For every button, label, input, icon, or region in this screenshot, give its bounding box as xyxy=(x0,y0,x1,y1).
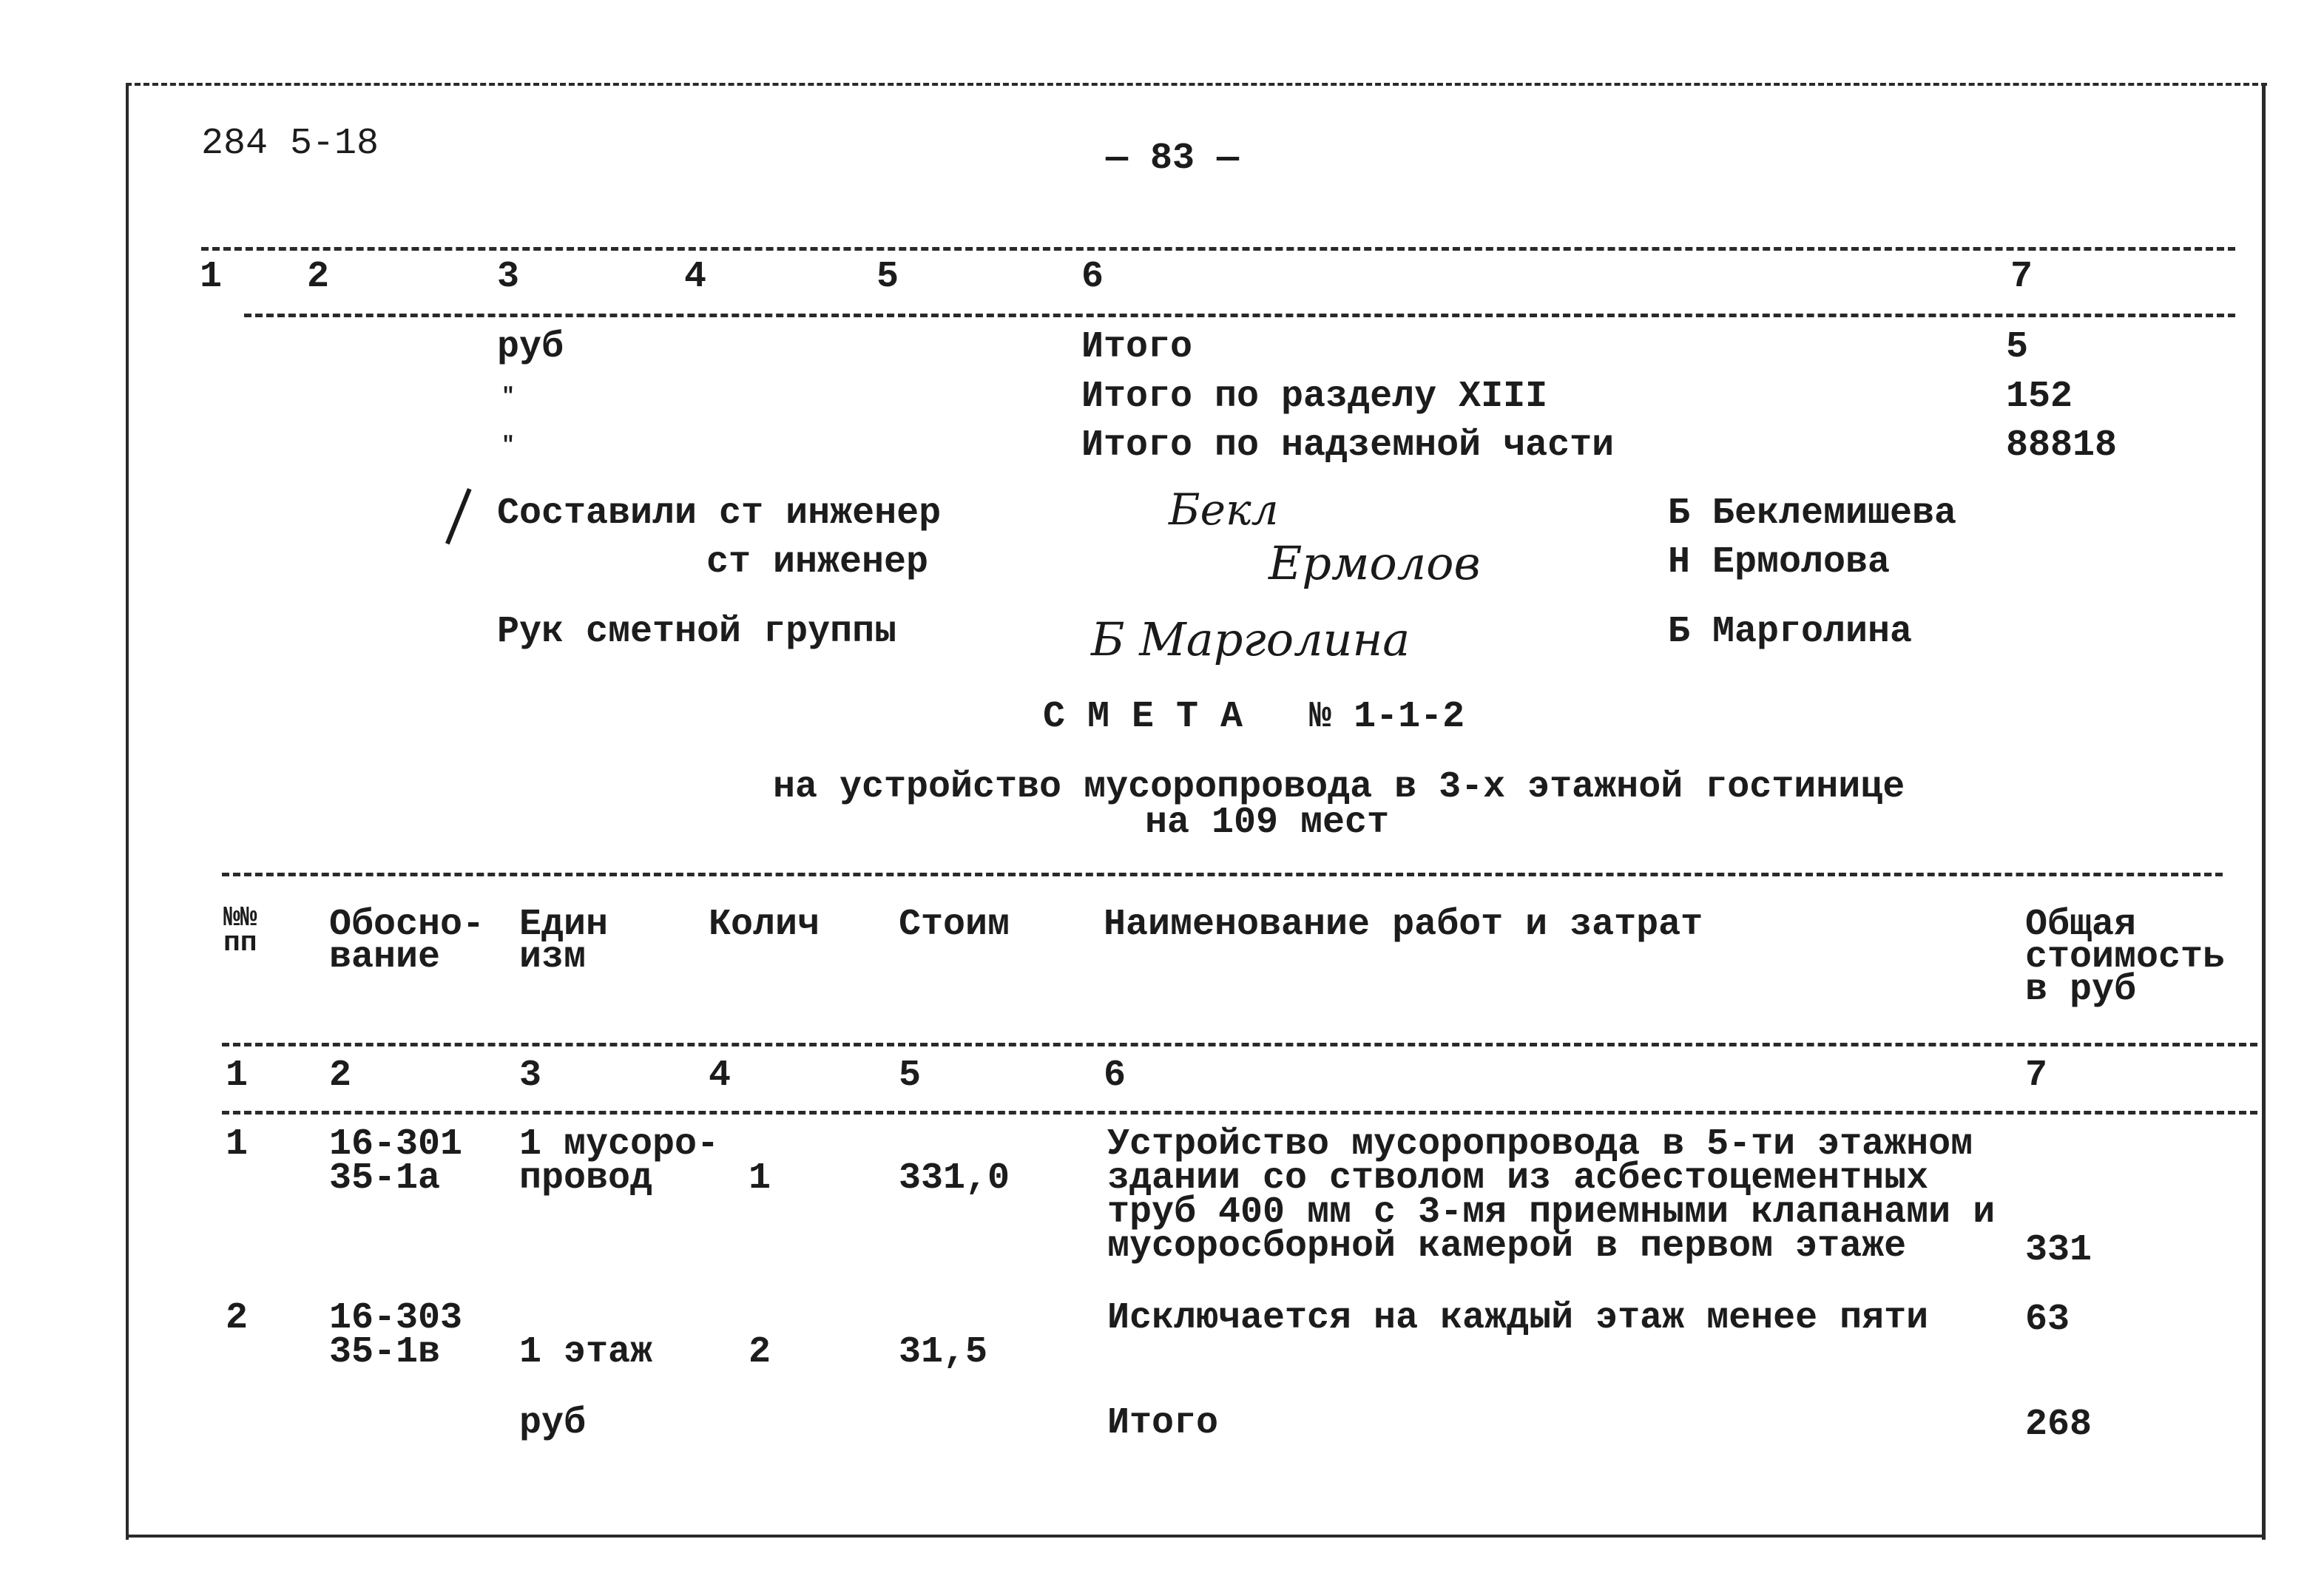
row-work-name: мусоросборной камерой в первом этаже xyxy=(1107,1225,1907,1268)
main-table-rule-header xyxy=(222,1043,2257,1046)
header-unit: Един xyxy=(519,904,609,946)
top-col-number-7: 7 xyxy=(2010,256,2033,298)
row-basis: 16-303 xyxy=(329,1297,463,1339)
signature-ermolova: Ермолов xyxy=(1269,536,1481,590)
signature-beklemisheva: Бекл xyxy=(1169,484,1279,535)
doc-code: 284 5-18 xyxy=(201,123,379,165)
signer-name: Б Беклемишева xyxy=(1668,493,1957,535)
estimate-subtitle-line2: на 109 мест xyxy=(1145,802,1390,844)
frame-left-border xyxy=(126,83,129,1540)
signer-name: Б Марголина xyxy=(1668,611,1913,653)
frame-right-border xyxy=(2262,83,2266,1540)
row-basis: 35-1в xyxy=(329,1331,441,1373)
signer-name: Н Ермолова xyxy=(1668,541,1891,584)
top-row-name: Итого по разделу XIII xyxy=(1081,376,1548,418)
row-total: 331 xyxy=(2025,1229,2092,1271)
row-unit: 1 мусоро- xyxy=(519,1123,720,1166)
estimate-title: С М Е Т А № 1-1-2 xyxy=(1043,696,1465,738)
row-quantity: 1 xyxy=(749,1157,771,1200)
top-col-number-4: 4 xyxy=(684,256,707,298)
frame-bottom-border xyxy=(126,1535,2266,1538)
top-row-unit: " xyxy=(501,385,516,410)
main-col-number-7: 7 xyxy=(2025,1055,2048,1097)
main-col-number-2: 2 xyxy=(329,1055,352,1097)
compiled-by-label: Составили ст инженер xyxy=(497,493,942,535)
top-table-rule-upper xyxy=(201,247,2235,251)
footer-total: 268 xyxy=(2025,1404,2092,1446)
row-number: 1 xyxy=(226,1123,249,1166)
header-basis: Обосно- xyxy=(329,904,485,946)
top-col-number-3: 3 xyxy=(497,256,520,298)
margin-slash-mark xyxy=(445,488,472,544)
header-basis: вание xyxy=(329,936,441,978)
main-col-number-4: 4 xyxy=(709,1055,732,1097)
header-number: №№ xyxy=(223,902,257,934)
header-quantity: Колич xyxy=(709,904,820,946)
row-unit: провод xyxy=(519,1157,653,1200)
main-col-number-3: 3 xyxy=(519,1055,542,1097)
header-total-cost: в руб xyxy=(2025,969,2137,1011)
top-row-total: 5 xyxy=(2006,326,2029,368)
header-total-cost: Общая xyxy=(2025,904,2137,946)
row-basis: 35-1а xyxy=(329,1157,441,1200)
top-col-number-2: 2 xyxy=(307,256,330,298)
main-table-rule-top xyxy=(222,873,2223,876)
frame-top-border xyxy=(126,83,2267,86)
top-row-name: Итого по надземной части xyxy=(1081,425,1615,467)
top-row-unit: руб xyxy=(497,326,564,368)
top-col-number-6: 6 xyxy=(1081,256,1104,298)
header-number: пп xyxy=(223,927,257,959)
footer-name: Итого xyxy=(1107,1402,1219,1444)
top-col-number-5: 5 xyxy=(876,256,899,298)
head-of-group-label: Рук сметной группы xyxy=(497,611,897,653)
row-cost: 31,5 xyxy=(899,1331,988,1373)
row-work-name: труб 400 мм с 3-мя приемными клапанами и xyxy=(1107,1191,1996,1234)
header-total-cost: стоимость xyxy=(2025,936,2226,978)
signature-margolina: Б Марголина xyxy=(1091,612,1411,666)
row-quantity: 2 xyxy=(749,1331,771,1373)
footer-unit: руб xyxy=(519,1402,587,1444)
second-engineer-label: ст инженер xyxy=(706,541,929,584)
top-row-unit: " xyxy=(501,433,516,459)
top-row-name: Итого xyxy=(1081,326,1193,368)
top-col-number-1: 1 xyxy=(200,256,223,298)
main-table-rule-numbers xyxy=(222,1111,2257,1115)
main-col-number-6: 6 xyxy=(1104,1055,1126,1097)
top-row-total: 88818 xyxy=(2006,425,2118,467)
main-col-number-1: 1 xyxy=(226,1055,249,1097)
row-basis: 16-301 xyxy=(329,1123,463,1166)
row-work-name: Устройство мусоропровода в 5-ти этажном xyxy=(1107,1123,1973,1166)
row-unit: 1 этаж xyxy=(519,1331,653,1373)
top-row-total: 152 xyxy=(2006,376,2073,418)
row-number: 2 xyxy=(226,1297,249,1339)
page-number: — 83 — xyxy=(1106,138,1240,180)
row-work-name: здании со стволом из асбестоцементных xyxy=(1107,1157,1929,1200)
header-cost: Стоим xyxy=(899,904,1010,946)
estimate-subtitle-line1: на устройство мусоропровода в 3-х этажной гостинице xyxy=(773,766,1905,808)
main-col-number-5: 5 xyxy=(899,1055,922,1097)
row-cost: 331,0 xyxy=(899,1157,1010,1200)
row-work-name: Исключается на каждый этаж менее пяти xyxy=(1107,1297,1929,1339)
header-unit: изм xyxy=(519,936,587,978)
header-work-name: Наименование работ и затрат xyxy=(1104,904,1703,946)
top-table-rule-lower xyxy=(244,314,2235,317)
row-total: 63 xyxy=(2025,1299,2070,1341)
